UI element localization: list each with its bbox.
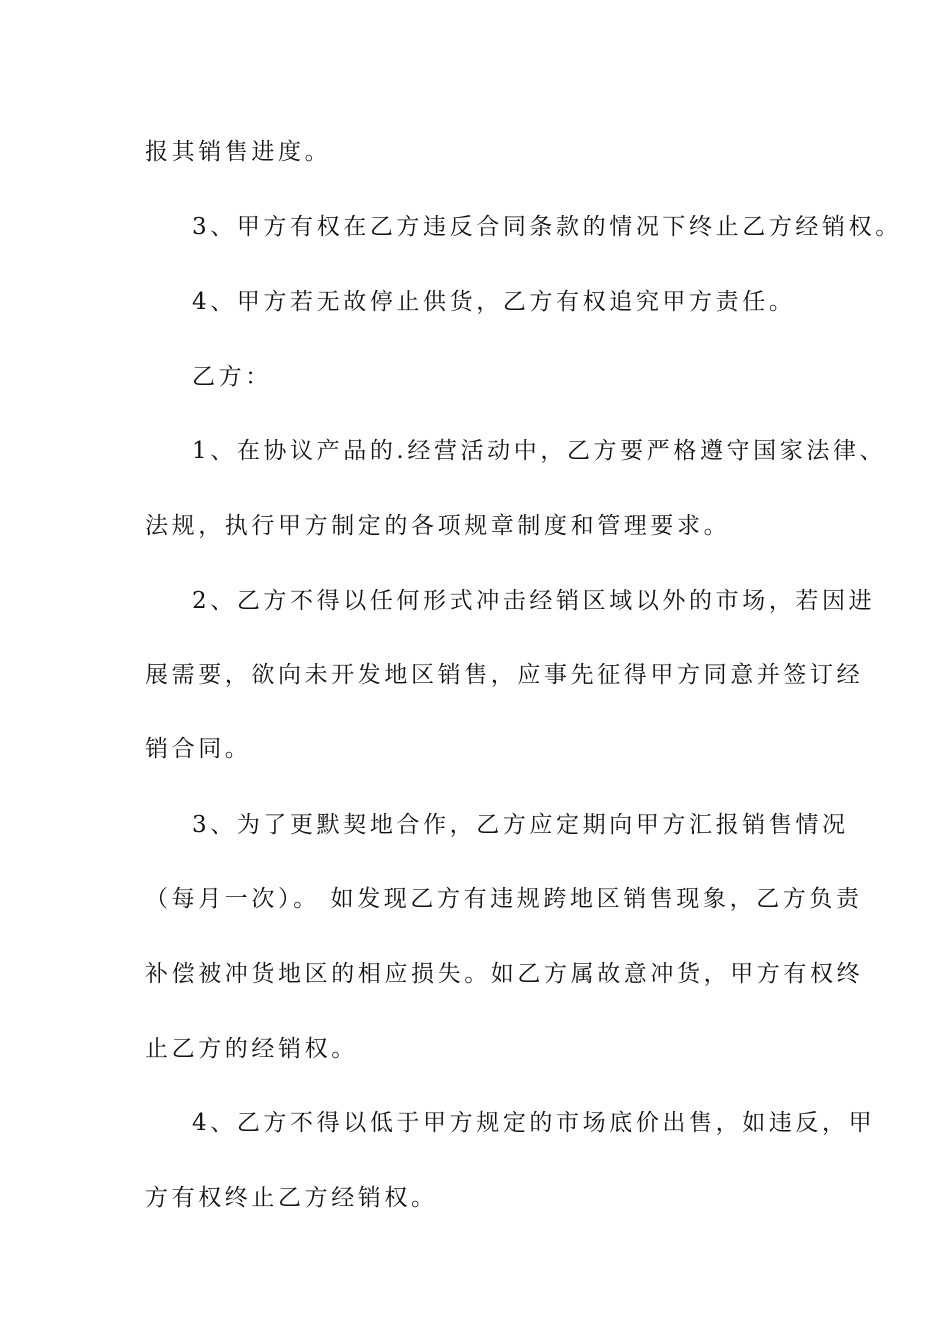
- text-line: 法规，执行甲方制定的各项规章制度和管理要求。: [145, 513, 731, 539]
- text-line: 3、为了更默契地合作，乙方应定期向甲方汇报销售情况: [192, 812, 849, 838]
- text-line: 补偿被冲货地区的相应损失。如乙方属故意冲货，甲方有权终: [145, 961, 864, 987]
- text-line: 3、甲方有权在乙方违反合同条款的情况下终止乙方经销权。: [192, 214, 902, 240]
- text-line: 2、乙方不得以任何形式冲击经销区域以外的市场，若因进: [192, 588, 876, 614]
- text-line: 报其销售进度。: [145, 139, 332, 165]
- text-line: 方有权终止乙方经销权。: [145, 1185, 438, 1211]
- text-line: 销合同。: [145, 736, 252, 762]
- text-line: 1、在协议产品的.经营活动中，乙方要严格遵守国家法律、: [192, 438, 887, 464]
- text-line: 4、甲方若无故停止供货，乙方有权追究甲方责任。: [192, 289, 796, 315]
- text-line: 止乙方的经销权。: [145, 1036, 358, 1062]
- text-line: 乙方：: [192, 364, 272, 390]
- text-line: 展需要，欲向未开发地区销售，应事先征得甲方同意并签订经: [145, 662, 864, 688]
- text-line: （每月一次）。 如发现乙方有违规跨地区销售现象，乙方负责: [145, 886, 863, 912]
- text-line: 4、乙方不得以低于甲方规定的市场底价出售，如违反，甲: [192, 1110, 876, 1136]
